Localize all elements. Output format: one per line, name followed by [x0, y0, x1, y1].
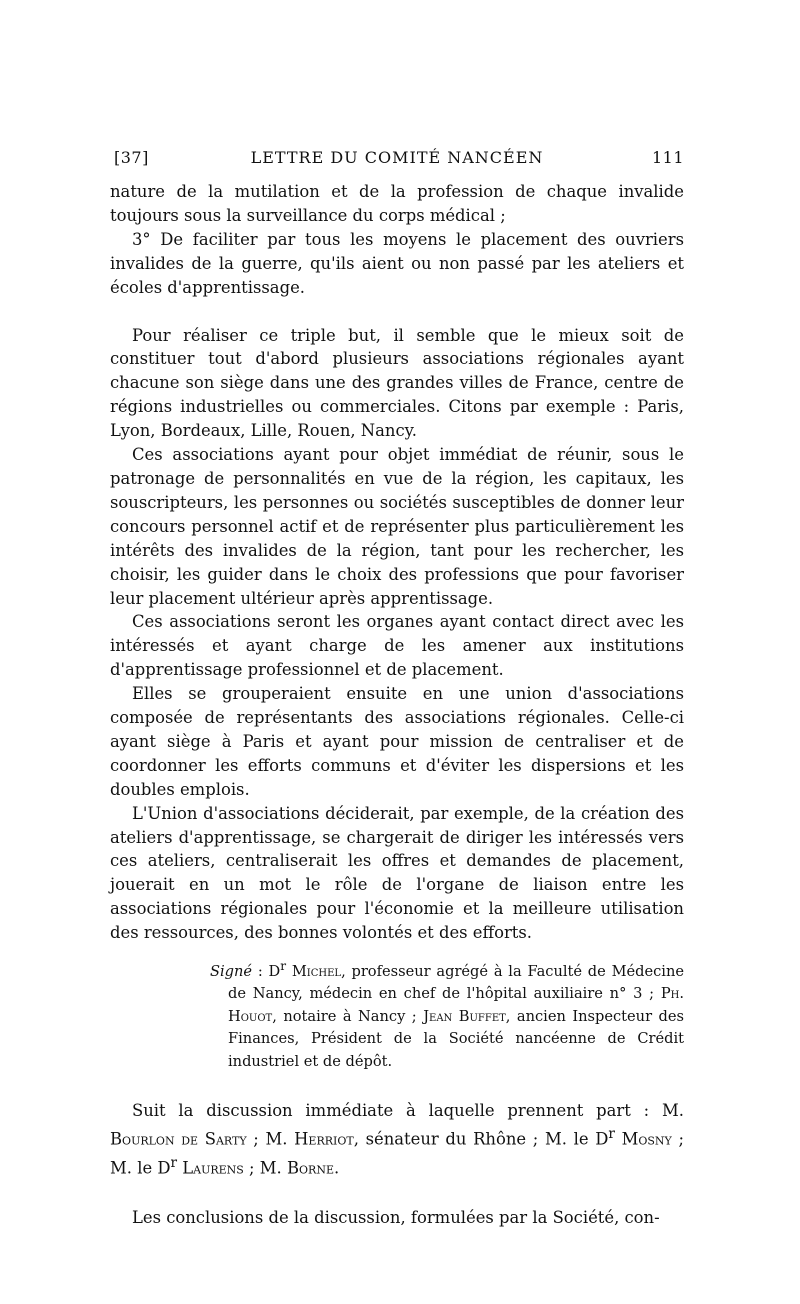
paragraph-4: Ces associations ayant pour objet immédiat de réunir, sous le patronage de personnalités en vue de la région, les capitaux, les souscripteurs, les personnes ou sociétés susceptibles de donner leur concours personnel actif et de représenter plus particulièrement les intérêts des invalides de la région, tant pour les rechercher, les choisir, les guider dans le choix des professions que pour favoriser leur placement ultérieur après apprentissage.: [110, 445, 684, 608]
speaker-herriot: Herriot: [294, 1129, 354, 1149]
paragraph-5: Ces associations seront les organes ayant contact direct avec les intéressés et ayant charge de les amener aux institutions d'apprentissage professionnel et de placement.: [110, 612, 684, 680]
spacer: [110, 1073, 684, 1099]
discussion-paragraph: Suit la discussion immédiate à laquelle prennent part : M. Bourlon de Sarty ; M. Herriot, sénateur du Rhône ; M. le $D^r$ Mosny ; M. le $D^r$ Laurens ; M. Borne.: [110, 1101, 684, 1178]
speaker-mosny: Mosny: [614, 1129, 672, 1149]
signatory-houot: Ph. Houot: [228, 985, 684, 1025]
book-page: [110, 148, 684, 1230]
paragraph-7: L'Union d'associations déciderait, par exemple, de la création des ateliers d'apprentissage, se chargerait de diriger les intéressés vers ces ateliers, centraliserait les offres et demandes de placement, jouerait en un mot le rôle de l'organe de liaison entre les associations régionales pour l'économie et la meilleure utilisation des ressources, des bonnes volontés et des efforts.: [110, 803, 684, 943]
paragraph-1: nature de la mutilation et de la profession de chaque invalide toujours sous la surveillance du corps médical ;: [110, 182, 684, 225]
paragraph-3: Pour réaliser ce triple but, il semble que le mieux soit de constituer tout d'abord plusieurs associations régionales ayant chacune son siège dans une des grandes villes de France, centre de régions industrielles ou commerciales. Citons par exemple : Paris, Lyon, Bordeaux, Lille, Rouen, Nancy.: [110, 325, 684, 441]
conclusion-paragraph: Les conclusions de la discussion, formulées par la Société, con-: [132, 1208, 660, 1228]
signature-block: Signé : $D^r$ Michel, professeur agrégé à la Faculté de Médecine de Nancy, médecin en chef de l'hôpital auxiliaire n° 3 ; Ph. Houot, notaire à Nancy ; Jean Buffet, ancien Inspecteur des Finances, Président de la Société nancéenne de Crédit industriel et de dépôt.: [210, 959, 685, 1070]
signed-label: Signé: [210, 962, 253, 980]
spacer: [110, 300, 684, 324]
signatory-buffet: Jean Buffet: [423, 1007, 506, 1025]
section-number: [37]: [114, 148, 149, 167]
paragraph-2: 3° De faciliter par tous les moyens le placement des ouvriers invalides de la guerre, qu'ils aient ou non passé par les ateliers et écoles d'apprentissage.: [110, 229, 684, 297]
speaker-laurens: Laurens: [177, 1158, 244, 1178]
speaker-borne: Borne: [286, 1158, 334, 1178]
page-number: 111: [651, 148, 684, 167]
speaker-bourlon: Bourlon de Sarty: [110, 1129, 247, 1149]
spacer: [110, 1180, 684, 1206]
running-head: [110, 148, 684, 172]
signatory-michel: Michel: [291, 962, 342, 980]
paragraph-6: Elles se grouperaient ensuite en une union d'associations composée de représentants des associations régionales. Celle-ci ayant siège à Paris et ayant pour mission de centraliser et de coordonner les efforts communs et d'éviter les dispersions et les doubles emplois.: [110, 684, 684, 799]
running-title: LETTRE DU COMITÉ NANCÉEN: [250, 148, 544, 167]
